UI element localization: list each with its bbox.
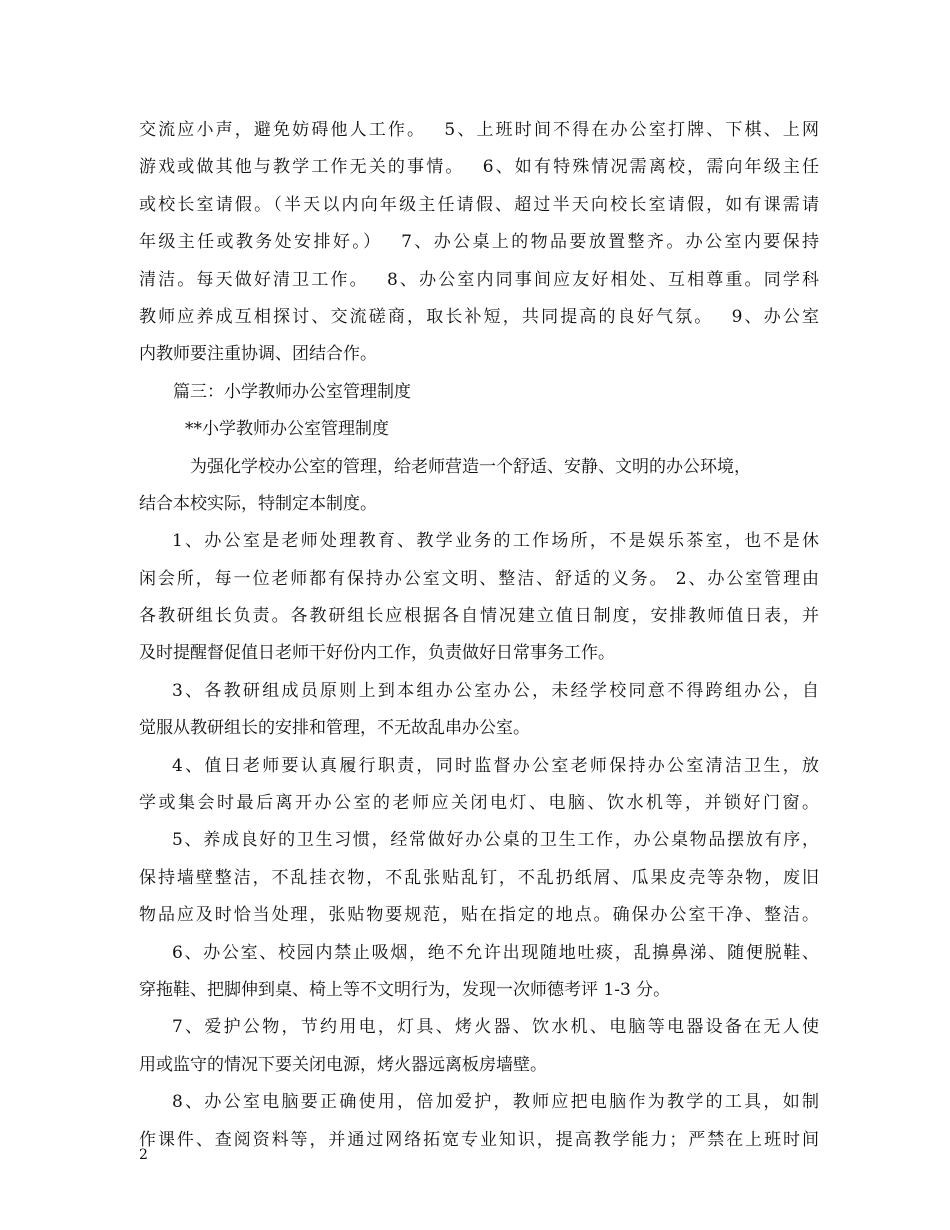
text-line: 或校长室请假。（半天以内向年级主任请假、超过半天向校长室请假，如有课需请: [139, 194, 819, 215]
text-line: 交流应小声，避免妨碍他人工作。 5、上班时间不得在办公室打牌、下棋、上网: [139, 120, 819, 140]
text-line: 内教师要注重协调、团结合作。: [139, 344, 377, 365]
document-body: [139, 112, 819, 1159]
text-line: 3、各教研组成员原则上到本组办公室办公，未经学校同意不得跨组办公，自: [172, 680, 819, 701]
text-line: 及时提醒督促值日老师干好份内工作，负责做好日常事务工作。: [139, 643, 615, 664]
text-line: 1、办公室是老师处理教育、教学业务的工作场所，不是娱乐茶室，也不是休: [172, 531, 819, 552]
text-line: 4、值日老师要认真履行职责，同时监督办公室老师保持办公室清洁卫生，放: [172, 755, 819, 776]
document-title: **小学教师办公室管理制度: [185, 419, 389, 440]
text-line: 6、办公室、校园内禁止吸烟，绝不允许出现随地吐痰，乱擤鼻涕、随便脱鞋、: [172, 942, 819, 963]
text-line: 结合本校实际，特制定本制度。: [139, 493, 377, 514]
text-line: 用或监守的情况下要关闭电源，烤火器远离板房墙壁。: [139, 1054, 547, 1075]
text-line: 教师应养成互相探讨、交流磋商，取长补短，共同提高的良好气氛。 9、办公室: [139, 306, 819, 327]
text-line: 为强化学校办公室的管理，给老师营造一个舒适、安静、文明的办公环境，: [190, 456, 751, 477]
text-line: 觉服从教研组长的安排和管理，不无故乱串办公室。: [139, 718, 530, 739]
text-line: 穿拖鞋、把脚伸到桌、椅上等不文明行为，发现一次师德考评 1-3 分。: [139, 979, 671, 1000]
text-line: 5、养成良好的卫生习惯，经常做好办公桌的卫生工作，办公桌物品摆放有序，: [172, 830, 819, 851]
text-line: 清洁。每天做好清卫工作。 8、办公室内同事间应友好相处、互相尊重。同学科: [139, 269, 819, 290]
text-line: 7、爱护公物，节约用电，灯具、烤火器、饮水机、电脑等电器设备在无人使: [172, 1017, 819, 1038]
text-line: 8、办公室电脑要正确使用，倍加爱护，教师应把电脑作为教学的工具，如制: [172, 1092, 819, 1113]
text-line: 闲会所，每一位老师都有保持办公室文明、整洁、舒适的义务。 2、办公室管理由: [139, 568, 819, 589]
text-line: 作课件、查阅资料等，并通过网络拓宽专业知识，提高教学能力；严禁在上班时间: [139, 1129, 819, 1150]
text-line: 年级主任或教务处安排好。） 7、办公桌上的物品要放置整齐。办公室内要保持: [139, 232, 819, 253]
text-line: 各教研组长负责。各教研组长应根据各自情况建立值日制度，安排教师值日表，并: [139, 606, 819, 627]
text-line: 学或集会时最后离开办公室的老师应关闭电灯、电脑、饮水机等，并锁好门窗。: [139, 793, 819, 814]
text-line: 保持墙壁整洁，不乱挂衣物，不乱张贴乱钉，不乱扔纸屑、瓜果皮壳等杂物，废旧: [139, 867, 819, 888]
text-line: 物品应及时恰当处理，张贴物要规范，贴在指定的地点。确保办公室干净、整洁。: [139, 905, 819, 926]
section-heading: 篇三：小学教师办公室管理制度: [173, 381, 411, 402]
text-line: 游戏或做其他与教学工作无关的事情。 6、如有特殊情况需离校，需向年级主任: [139, 157, 819, 178]
page-number: 2: [139, 1147, 148, 1163]
